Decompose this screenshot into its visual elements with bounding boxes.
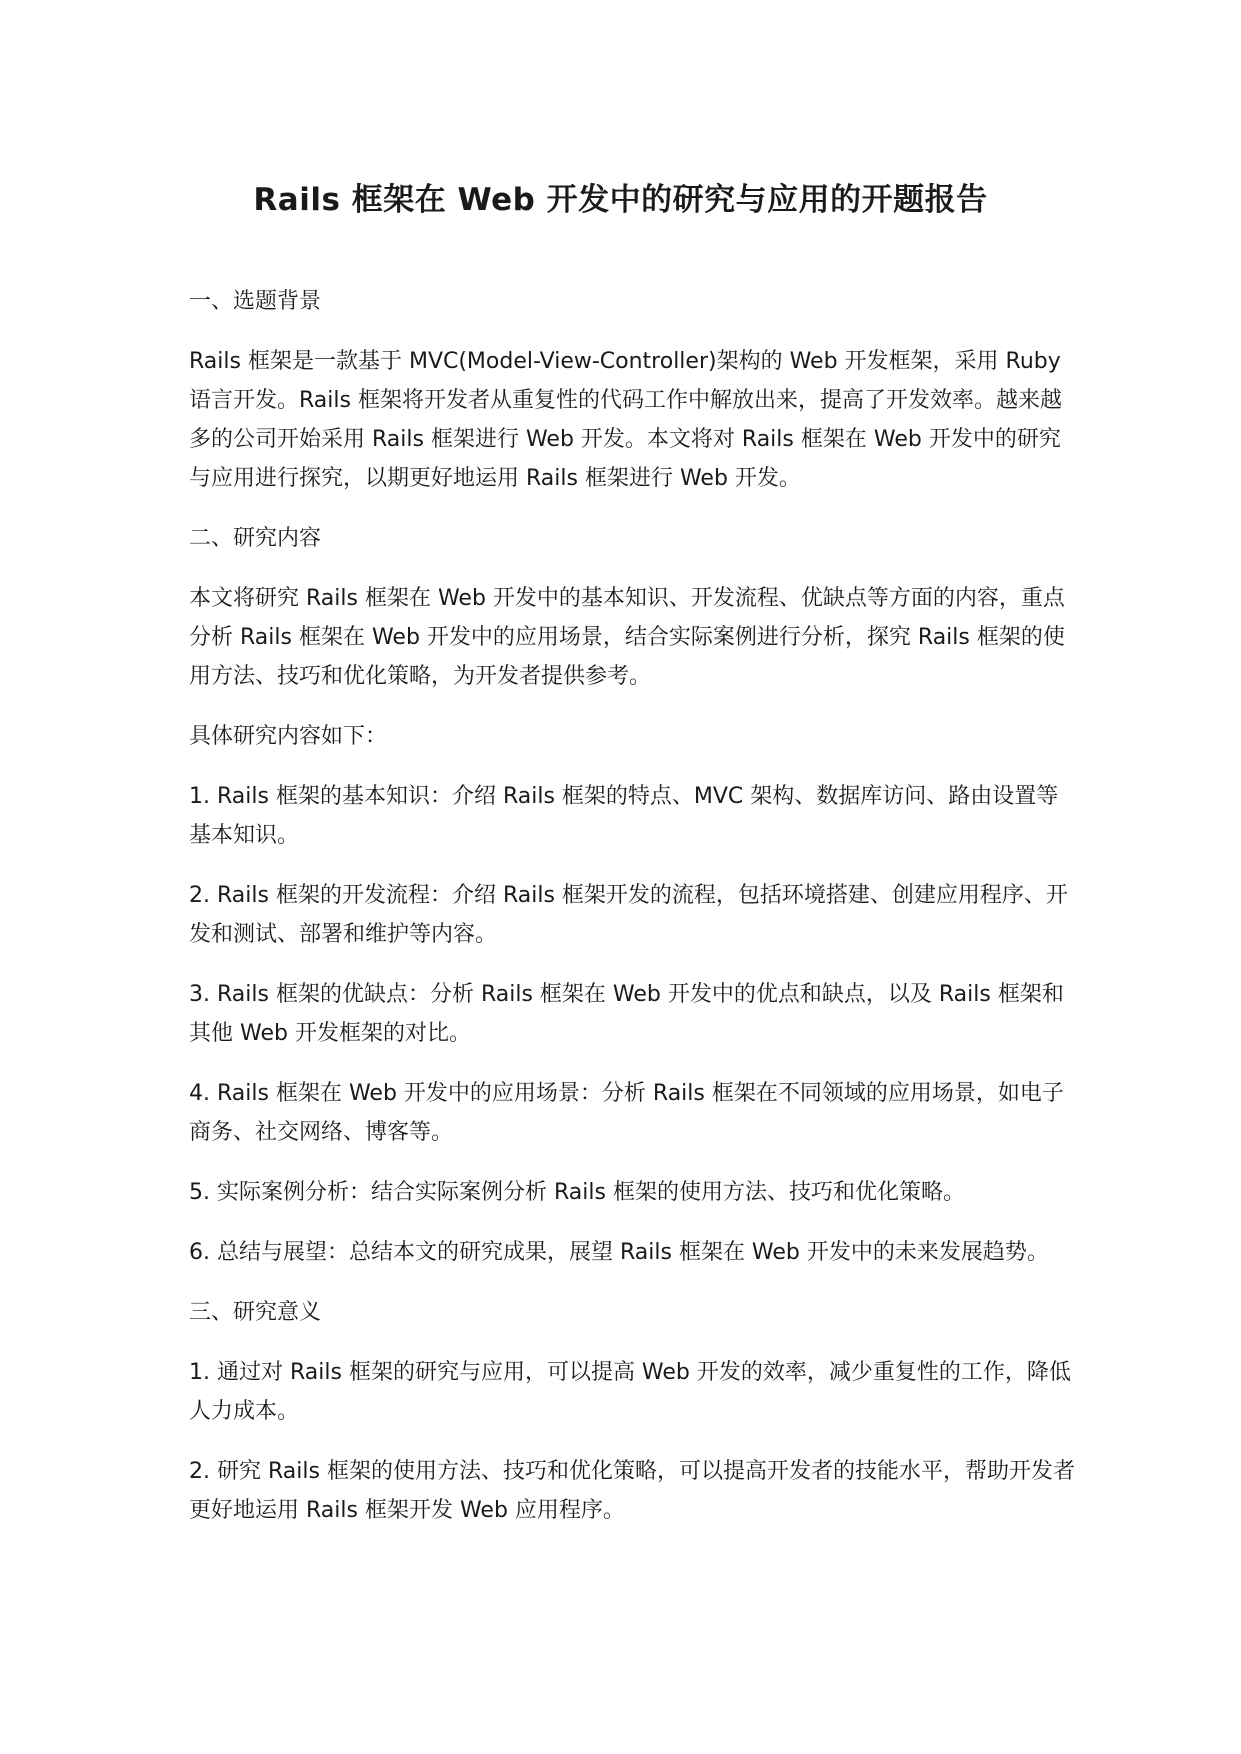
content-item-4: 4. Rails 框架在 Web 开发中的应用场景：分析 Rails 框架在不同领域的应用场景，如电子商务、社交网络、博客等。 <box>189 1081 1064 1145</box>
section-heading-significance: 三、研究意义 <box>189 1300 322 1325</box>
section-heading-background: 一、选题背景 <box>189 289 322 314</box>
document-body <box>189 282 1079 1551</box>
content-intro: 具体研究内容如下： <box>189 724 388 749</box>
content-item-2: 2. Rails 框架的开发流程：介绍 Rails 框架开发的流程，包括环境搭建、创建应用程序、开发和测试、部署和维护等内容。 <box>189 883 1068 947</box>
content-item-3: 3. Rails 框架的优缺点：分析 Rails 框架在 Web 开发中的优点和缺点，以及 Rails 框架和其他 Web 开发框架的对比。 <box>189 982 1064 1046</box>
content-item-5: 5. 实际案例分析：结合实际案例分析 Rails 框架的使用方法、技巧和优化策略。 <box>189 1180 965 1205</box>
background-paragraph: Rails 框架是一款基于 MVC(Model-View-Controller)架构的 Web 开发框架，采用 Ruby 语言开发。Rails 框架将开发者从重复性的代码工作中解放出来，提高了开发效率。越来越多的公司开始采用 Rails 框架进行 Web 开发。本文将对 Rails 框架在 Web 开发中的研究与应用进行探究，以期更好地运用 Rails 框架进行 Web 开发。 <box>189 349 1062 491</box>
content-paragraph: 本文将研究 Rails 框架在 Web 开发中的基本知识、开发流程、优缺点等方面的内容，重点分析 Rails 框架在 Web 开发中的应用场景，结合实际案例进行分析，探究 Rails 框架的使用方法、技巧和优化策略，为开发者提供参考。 <box>189 586 1065 689</box>
content-item-6: 6. 总结与展望：总结本文的研究成果，展望 Rails 框架在 Web 开发中的未来发展趋势。 <box>189 1240 1049 1265</box>
content-item-1: 1. Rails 框架的基本知识：介绍 Rails 框架的特点、MVC 架构、数据库访问、路由设置等基本知识。 <box>189 784 1059 848</box>
significance-item-2: 2. 研究 Rails 框架的使用方法、技巧和优化策略，可以提高开发者的技能水平，帮助开发者更好地运用 Rails 框架开发 Web 应用程序。 <box>189 1459 1075 1523</box>
section-heading-content: 二、研究内容 <box>189 526 322 551</box>
document-title: Rails 框架在 Web 开发中的研究与应用的开题报告 <box>253 182 988 218</box>
significance-item-1: 1. 通过对 Rails 框架的研究与应用，可以提高 Web 开发的效率，减少重复性的工作，降低人力成本。 <box>189 1360 1071 1424</box>
